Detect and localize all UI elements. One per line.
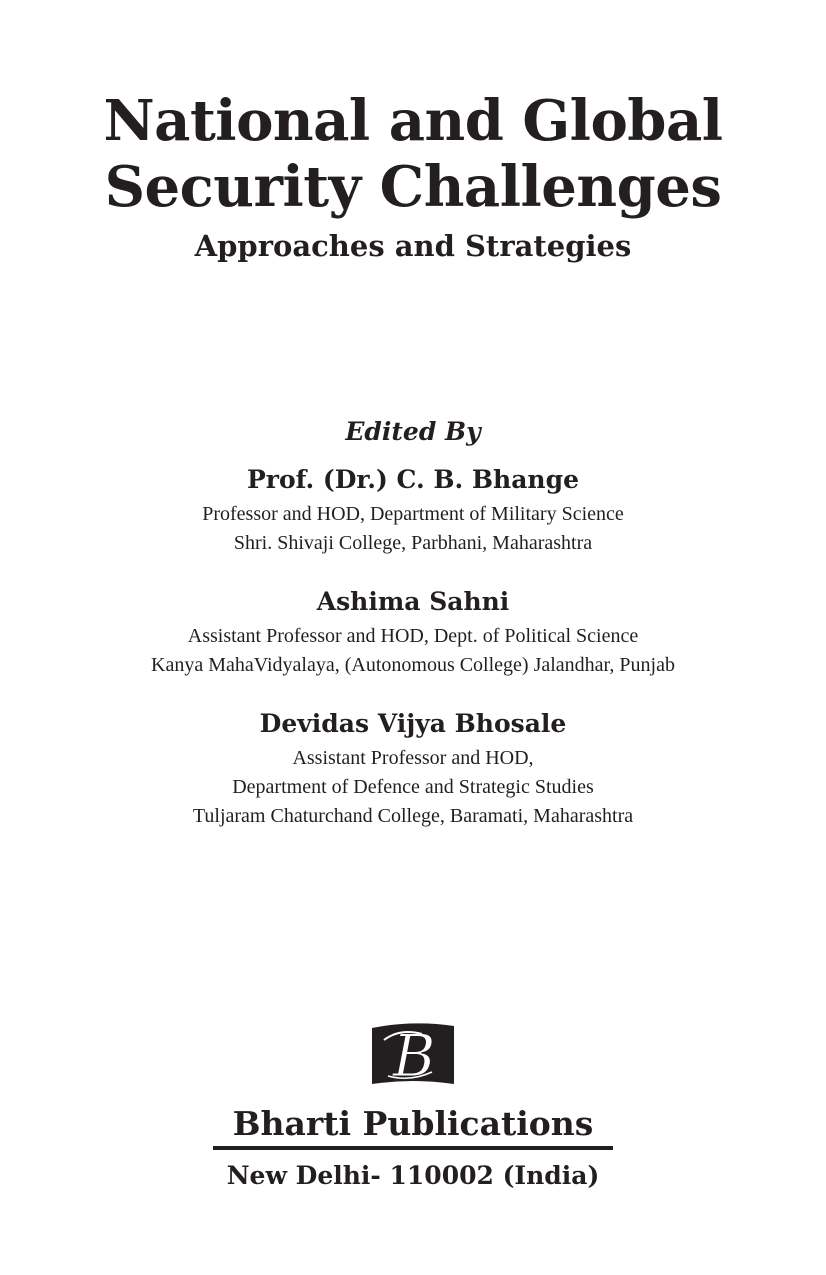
publisher-logo-letter: B bbox=[392, 1022, 436, 1086]
editor-entry bbox=[0, 584, 826, 680]
editor-name: Devidas Vijya Bhosale bbox=[259, 709, 567, 738]
editor-affiliation-line: Assistant Professor and HOD, bbox=[292, 747, 534, 769]
editor-entry bbox=[0, 706, 826, 831]
publisher-city: New Delhi- 110002 (India) bbox=[226, 1161, 600, 1190]
editor-name: Prof. (Dr.) C. B. Bhange bbox=[246, 465, 579, 494]
publisher-block bbox=[0, 1102, 826, 1194]
book-title-line-1: National and Global bbox=[103, 88, 723, 154]
editor-name: Ashima Sahni bbox=[316, 587, 510, 616]
publisher-logo-icon bbox=[370, 1022, 456, 1086]
editor-affiliation-line: Tuljaram Chaturchand College, Baramati, Maharashtra bbox=[192, 805, 634, 827]
editor-entry bbox=[0, 462, 826, 558]
editor-affiliation-line: Kanya MahaVidyalaya, (Autonomous College) Jalandhar, Punjab bbox=[151, 654, 675, 676]
editor-affiliation-line: Shri. Shivaji College, Parbhani, Maharashtra bbox=[233, 532, 593, 554]
edited-by-label: Edited By bbox=[345, 417, 481, 446]
book-title-line-2: Security Challenges bbox=[104, 154, 722, 220]
editors-section bbox=[0, 414, 826, 857]
editor-affiliation-line: Professor and HOD, Department of Military Science bbox=[202, 503, 624, 525]
book-subtitle: Approaches and Strategies bbox=[194, 229, 632, 263]
editor-affiliation-line: Assistant Professor and HOD, Dept. of Political Science bbox=[187, 625, 639, 647]
book-title-block bbox=[0, 88, 826, 266]
editor-affiliation-line: Department of Defence and Strategic Studies bbox=[232, 776, 594, 798]
publisher-name: Bharti Publications bbox=[213, 1102, 614, 1150]
